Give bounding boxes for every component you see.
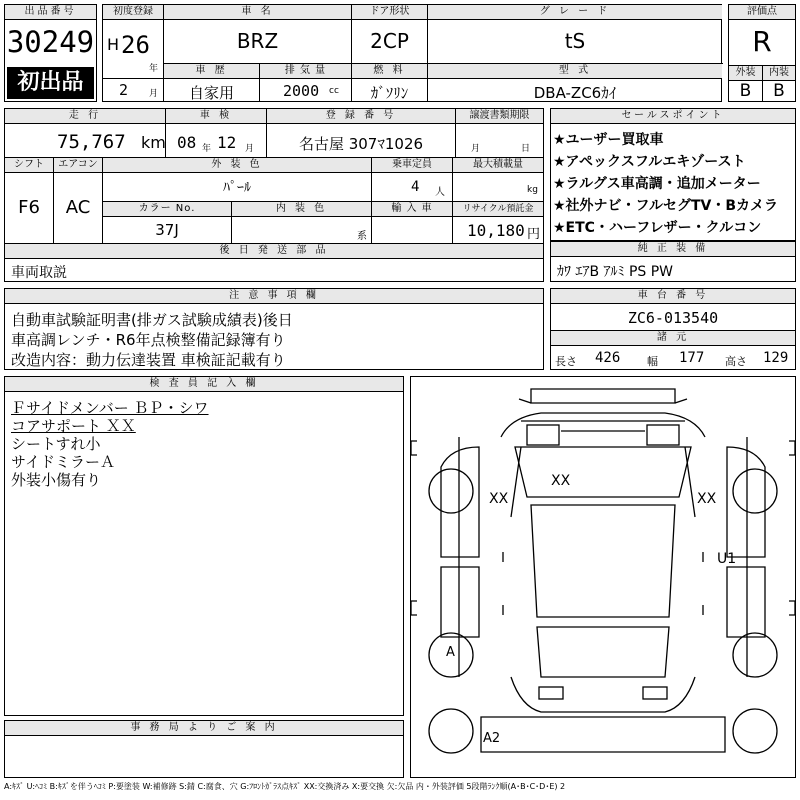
sales-point: ★社外ナビ・フルセグTV・Bカメラ — [553, 198, 779, 214]
lot-number-box — [4, 4, 97, 102]
displacement-label: 排 気 量 — [260, 64, 351, 79]
inspector-line: シートすれ小 — [11, 435, 101, 453]
history-label: 車 歴 — [164, 64, 259, 79]
office-label: 事 務 局 よ り ご 案 内 — [5, 721, 403, 736]
inspection-month: 12 — [217, 133, 237, 152]
sales-point: ★アペックスフルエキゾースト — [553, 154, 746, 170]
exterior-label: 外装 — [729, 66, 762, 81]
grade-label: グ レ ー ド — [428, 5, 722, 20]
era-letter: H — [107, 35, 120, 54]
note-line: 改造内容：動力伝達装置 車検証記載有り — [11, 351, 286, 369]
note-line: 車高調レンチ・R6年点検整備記録簿有り — [11, 331, 286, 349]
fuel: ｶﾞｿﾘﾝ — [370, 84, 409, 102]
model-label: 型 式 — [428, 64, 722, 79]
mileage: 75,767 — [57, 131, 126, 153]
width-label: 幅 — [647, 355, 658, 368]
car-diagram — [411, 377, 795, 777]
int-color-label: 内 装 色 — [232, 202, 371, 217]
door-label: ドア形状 — [352, 5, 427, 20]
vehicle-info-top — [102, 4, 722, 102]
transfer-label: 譲渡書類期限 — [456, 109, 543, 124]
load-label: 最大積載量 — [453, 158, 543, 173]
sales-point: ★ユーザー買取車 — [553, 132, 664, 148]
sales-points-box — [550, 108, 796, 241]
registration-number: 名古屋 307ﾏ1026 — [298, 135, 424, 153]
dims-label: 諸 元 — [551, 331, 795, 346]
equipment-value: ｶﾜ ｴｱB ｱﾙﾐ PS PW — [557, 264, 674, 280]
year-unit: 年 — [149, 64, 159, 74]
mileage-unit: km — [141, 133, 166, 152]
grade: tS — [564, 29, 586, 53]
inspector-line: Ｆサイドメンバー ＢＰ・シワ — [11, 399, 209, 417]
later-parts-label: 後 日 発 送 部 品 — [5, 244, 543, 259]
year-number: 26 — [121, 31, 150, 59]
score: R — [752, 25, 772, 58]
recycle-label: リサイクル預託金 — [453, 202, 543, 217]
sales-label: セールスポイント — [551, 109, 795, 124]
load-unit: kg — [527, 185, 538, 195]
notes-box — [4, 288, 544, 370]
chassis-number: ZC6-013540 — [627, 309, 719, 327]
displacement: 2000 — [283, 82, 320, 100]
inspection-month-unit: 月 — [245, 144, 255, 154]
inspector-line: サイドミラーＡ — [11, 453, 115, 471]
notes-label: 注 意 事 項 欄 — [5, 289, 543, 304]
exterior-score: B — [739, 81, 752, 101]
displacement-unit: cc — [329, 86, 339, 96]
mark-left-side: XX — [489, 491, 509, 507]
interior-label: 内装 — [763, 66, 795, 81]
import-label: 輸 入 車 — [372, 202, 452, 217]
chassis-box — [550, 288, 796, 370]
first-reg-label: 初度登録 — [103, 5, 163, 20]
inspector-box — [4, 376, 404, 716]
vehicle-details — [4, 108, 544, 282]
history: 自家用 — [188, 84, 234, 102]
name-label: 車 名 — [164, 5, 351, 20]
office-box — [4, 720, 404, 778]
recycle-unit: 円 — [527, 227, 541, 242]
lot-number: 30249 — [6, 25, 95, 59]
ac-label: エアコン — [54, 158, 102, 173]
mark-front-wheel: A — [446, 645, 455, 660]
sales-point: ★ETC・ハーフレザー・クルコン — [553, 220, 762, 236]
height-label: 高さ — [725, 355, 747, 368]
length-label: 長さ — [555, 355, 577, 368]
later-parts: 車両取説 — [11, 265, 67, 281]
mark-roof: XX — [551, 473, 571, 489]
score-box — [728, 4, 796, 102]
month-unit: 月 — [149, 89, 159, 99]
interior-score: B — [773, 81, 785, 101]
inspection-label: 車 検 — [166, 109, 266, 124]
shift-label: シフト — [5, 158, 53, 173]
inspector-line: 外装小傷有り — [11, 471, 102, 489]
model: DBA-ZC6ｶｲ — [533, 84, 617, 102]
chassis-label: 車 台 番 号 — [551, 289, 795, 304]
mark-right-door: U1 — [717, 551, 737, 567]
door-type: 2CP — [370, 29, 409, 53]
mark-rear-left: A2 — [483, 731, 501, 746]
int-color-unit: 系 — [357, 231, 367, 242]
inspection-year-unit: 年 — [202, 144, 212, 154]
equipment-box — [550, 241, 796, 282]
capacity-label: 乗車定員 — [372, 158, 452, 173]
recycle-amount: 10,180 — [467, 221, 525, 240]
color-no-label: カラー No. — [103, 202, 231, 217]
legend: A:ｷｽﾞ U:ﾍｺﾐ B:ｷｽﾞを伴うﾍｺﾐ P:要塗装 W:補修跡 S:錆 C:腐食、穴 G:ﾌﾛﾝﾄｶﾞﾗｽ点ｷｽﾞ XX:交換済み X:要交換 欠:欠品 内・外装評価 5段階ﾗﾝｸ順(A･B･C･D･E) 2 — [4, 782, 566, 791]
fuel-label: 燃 料 — [352, 64, 427, 79]
transfer-month-unit: 月 — [471, 144, 481, 154]
inspection-year: 08 — [177, 133, 197, 152]
capacity-unit: 人 — [435, 187, 445, 198]
width: 177 — [679, 350, 705, 366]
shift: F6 — [18, 197, 40, 218]
regno-label: 登 録 番 号 — [267, 109, 455, 124]
car-diagram-box — [410, 376, 796, 778]
inspector-label: 検 査 員 記 入 欄 — [5, 377, 403, 392]
ext-color: ﾊﾟｰﾙ — [223, 180, 251, 196]
ext-color-label: 外 装 色 — [103, 158, 371, 173]
capacity: 4 — [411, 179, 420, 195]
first-listing-badge: 初出品 — [7, 67, 94, 99]
height: 129 — [763, 350, 789, 366]
inspector-line: コアサポート ＸＸ — [11, 417, 136, 435]
equipment-label: 純 正 装 備 — [551, 242, 795, 257]
mileage-label: 走 行 — [5, 109, 165, 124]
color-number: 37J — [155, 221, 179, 239]
ac: AC — [65, 197, 91, 218]
length: 426 — [595, 350, 621, 366]
mark-right-side: XX — [697, 491, 717, 507]
transfer-day-unit: 日 — [521, 144, 531, 154]
lot-label: 出品番号 — [5, 5, 96, 20]
note-line: 自動車試験証明書(排ガス試験成績表)後日 — [11, 311, 293, 329]
sales-point: ★ラルグス車高調・追加メーター — [553, 176, 761, 192]
month-number: 2 — [119, 81, 129, 99]
car-name: BRZ — [236, 29, 279, 53]
score-label: 評価点 — [729, 5, 795, 20]
